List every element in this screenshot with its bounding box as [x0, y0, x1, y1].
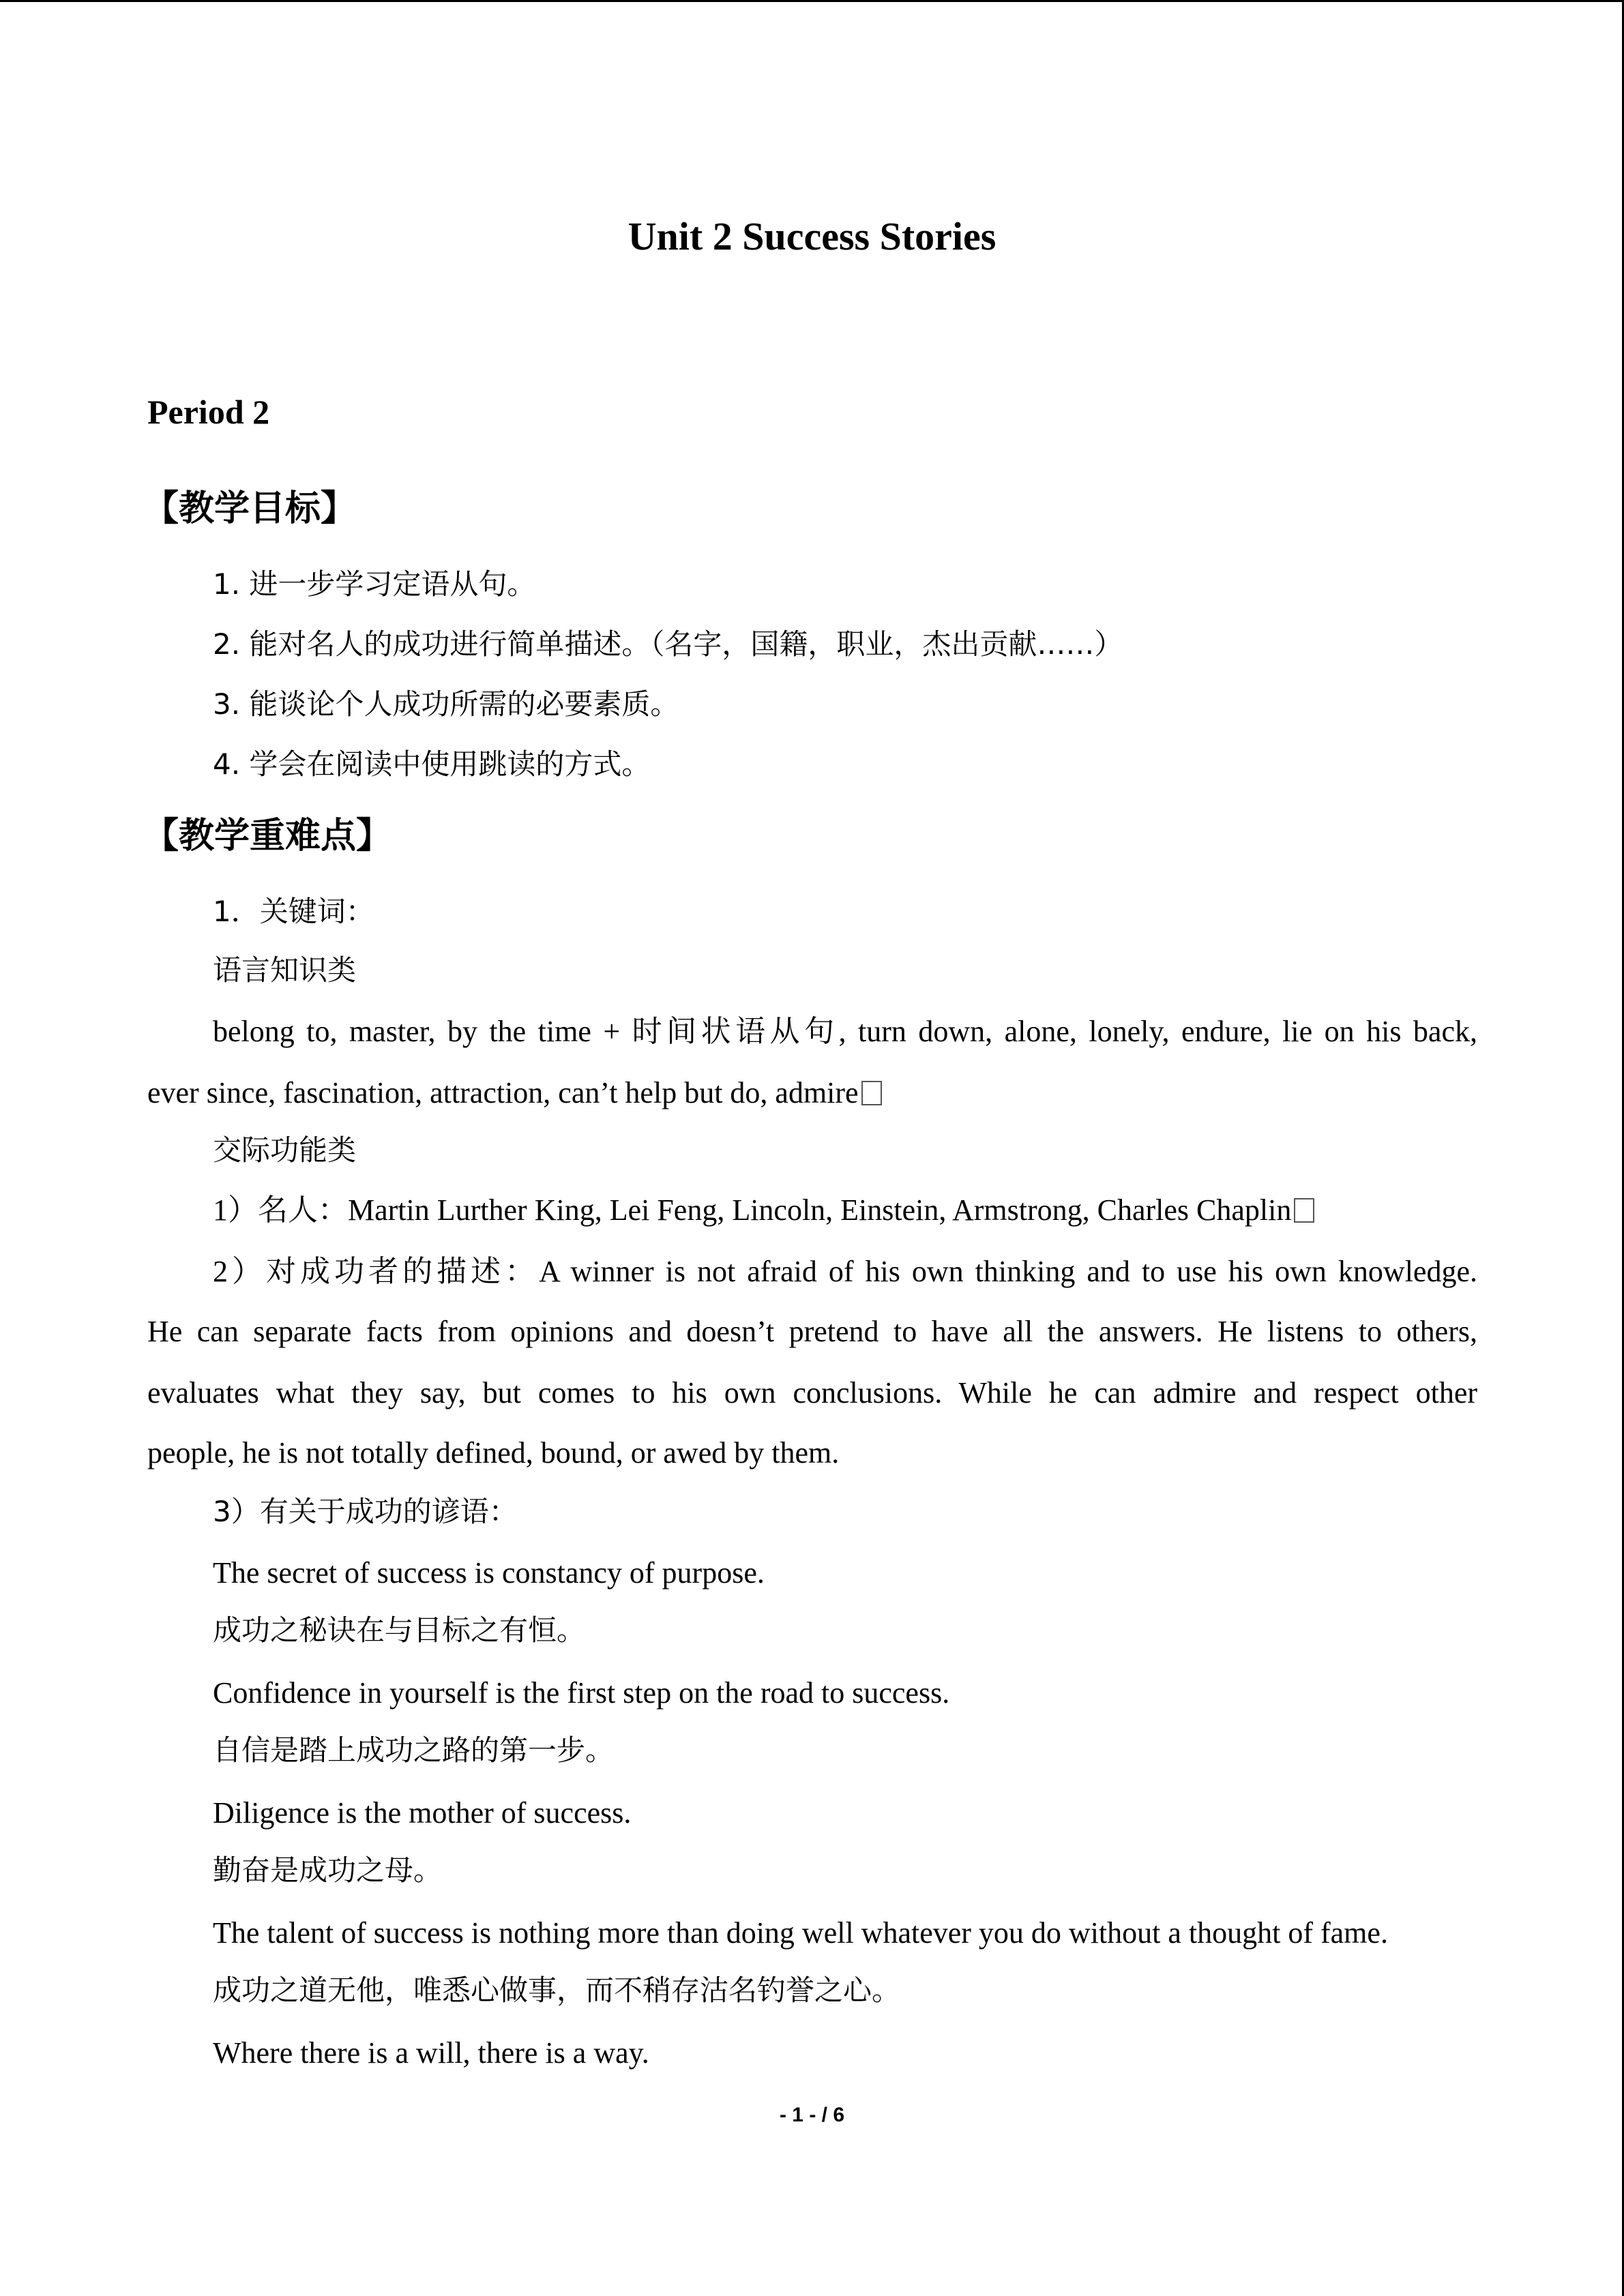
winner-description-line: evaluates what they say, but comes to his own conclusions. While he can admire and respect other [147, 1376, 1477, 1410]
objective-item: 2. 能对名人的成功进行简单描述。（名字，国籍，职业，杰出贡献……） [213, 627, 1123, 661]
famous-people-text: 1）名人：Martin Lurther King, Lei Feng, Lincoln, Einstein, Armstrong, Charles Chaplin [213, 1193, 1292, 1227]
proverb-english: Where there is a will, there is a way. [213, 2036, 649, 2070]
missing-glyph-box [861, 1081, 882, 1105]
page-number: - 1 - / 6 [779, 2104, 845, 2126]
famous-people-line [213, 1190, 1314, 1231]
document-title: Unit 2 Success Stories [628, 214, 996, 258]
objective-item: 3. 能谈论个人成功所需的必要素质。 [213, 687, 679, 721]
objective-item: 1. 进一步学习定语从句。 [213, 567, 536, 601]
proverb-chinese: 成功之道无他，唯悉心做事，而不稍存沽名钓誉之心。 [213, 1973, 901, 2007]
key-points-heading: 【教学重难点】 [143, 816, 392, 856]
vocab-line: belong to, master, by the time + 时间状语从句, turn down, alone, lonely, endure, lie on his back, [213, 1015, 1477, 1048]
objective-item: 4. 学会在阅读中使用跳读的方式。 [213, 747, 651, 781]
proverb-chinese: 成功之秘诀在与目标之有恒。 [213, 1613, 586, 1647]
proverb-english: The secret of success is constancy of purpose. [213, 1556, 765, 1590]
objectives-heading: 【教学目标】 [143, 488, 357, 529]
proverbs-label: 3）有关于成功的谚语： [213, 1495, 518, 1528]
proverb-english: Diligence is the mother of success. [213, 1796, 632, 1830]
language-knowledge-label: 语言知识类 [213, 953, 357, 987]
proverb-chinese: 自信是踏上成功之路的第一步。 [213, 1733, 615, 1767]
missing-glyph-box [1294, 1198, 1314, 1223]
proverb-english: The talent of success is nothing more than doing well whatever you do without a thought of fame. [213, 1916, 1388, 1950]
winner-description-line: people, he is not totally defined, bound, or awed by them. [147, 1436, 840, 1470]
vocab-line-end [147, 1073, 882, 1114]
period-label: Period 2 [147, 393, 270, 431]
vocab-line-text: ever since, fascination, attraction, can’t help but do, admire [147, 1076, 859, 1109]
proverb-chinese: 勤奋是成功之母。 [213, 1853, 443, 1887]
keywords-label: 1．关键词： [213, 895, 374, 928]
communicative-label: 交际功能类 [213, 1133, 357, 1167]
winner-description-line: 2）对成功者的描述：A winner is not afraid of his own thinking and to use his own knowledge. [213, 1255, 1477, 1288]
proverb-english: Confidence in yourself is the first step on the road to success. [213, 1676, 950, 1710]
winner-description-line: He can separate facts from opinions and doesn’t pretend to have all the answers. He listens to others, [147, 1315, 1477, 1348]
